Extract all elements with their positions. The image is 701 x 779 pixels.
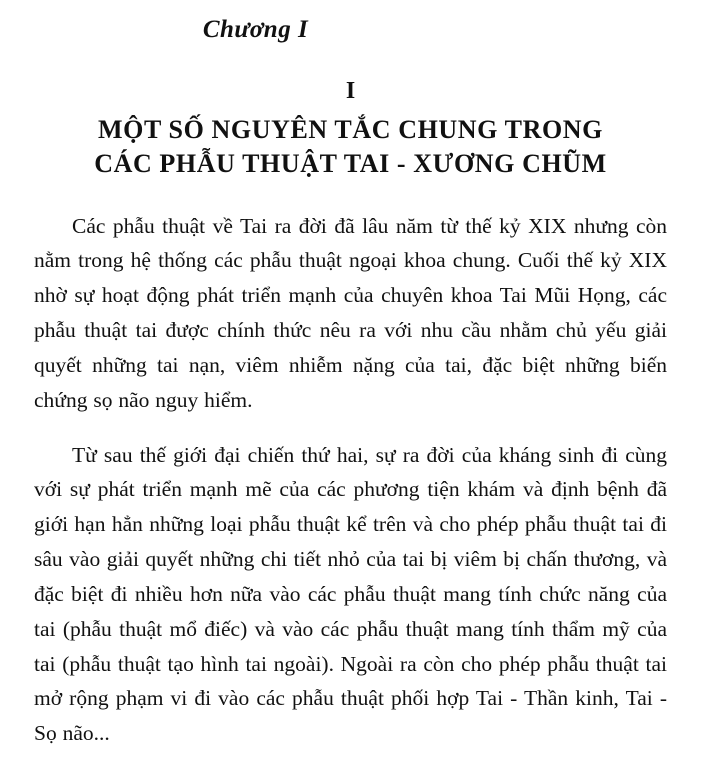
page-title-line-1: MỘT SỐ NGUYÊN TẮC CHUNG TRONG: [98, 115, 603, 144]
chapter-label: Chương I: [202, 16, 309, 43]
page-title-line-2: CÁC PHẪU THUẬT TAI - XƯƠNG CHŨM: [94, 148, 607, 178]
section-number: I: [345, 78, 356, 104]
page-title: [34, 113, 667, 181]
paragraph: Các phẫu thuật về Tai ra đời đã lâu năm từ thế kỷ XIX nhưng còn nằm trong hệ thống các phẫu thuật ngoại khoa chung. Cuối thế kỷ XIX nhờ sự hoạt động phát triển mạnh của chuyên khoa Tai Mũi Họng, các phẫu thuật tai được chính thức nêu ra với nhu cầu nhằm chủ yếu giải quyết những tai nạn, viêm nhiễm nặng của tai, đặc biệt những biến chứng sọ não nguy hiểm.: [34, 213, 667, 412]
paragraph: Từ sau thế giới đại chiến thứ hai, sự ra đời của kháng sinh đi cùng với sự phát triển mạnh mẽ của các phương tiện khám và định bệnh đã giới hạn hẳn những loại phẫu thuật kể trên và cho phép phẫu thuật tai đi sâu vào giải quyết những chi tiết nhỏ của tai bị viêm bị chấn thương, và đặc biệt đi nhiều hơn nữa vào các phẫu thuật mang tính chức năng của tai (phẫu thuật mổ điếc) và vào các phẫu thuật mang tính thẩm mỹ của tai (phẫu thuật tạo hình tai ngoài). Ngoài ra còn cho phép phẫu thuật tai mở rộng phạm vi đi vào các phẫu thuật phối hợp Tai - Thần kinh, Tai - Sọ não...: [34, 442, 667, 746]
body-text: [34, 209, 667, 751]
document-page: [0, 16, 701, 779]
